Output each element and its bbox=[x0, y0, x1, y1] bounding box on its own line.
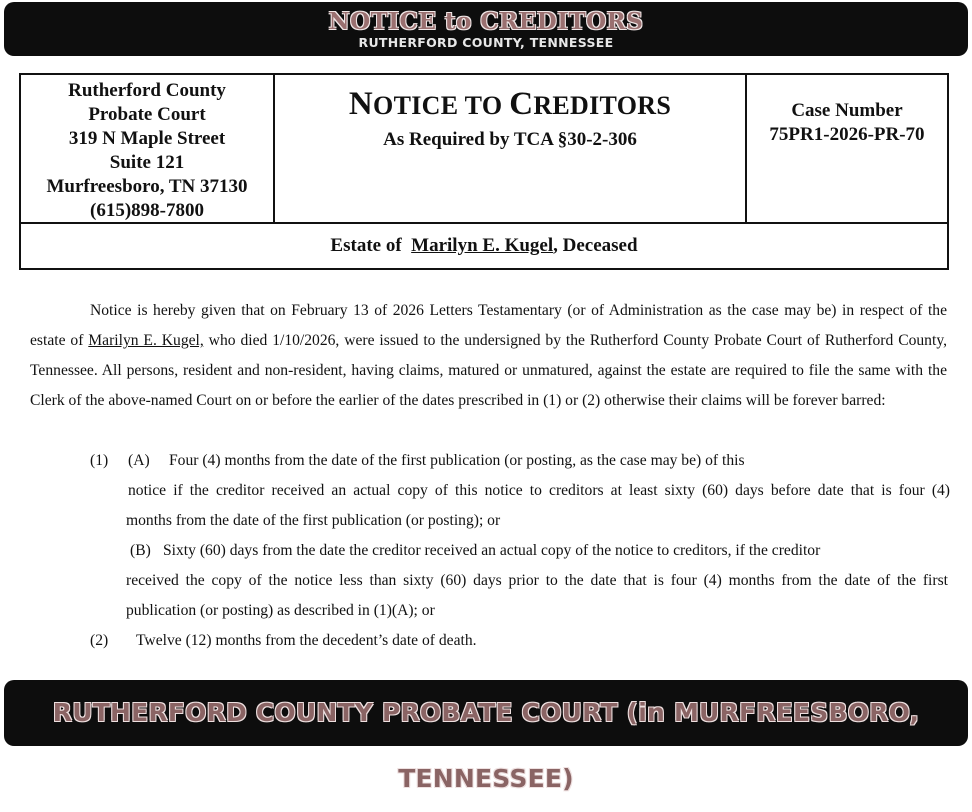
item-1b-line3: publication (or posting) as described in (1)(A); or bbox=[126, 602, 435, 619]
bottom-banner bbox=[4, 680, 968, 793]
item-2-number: (2) bbox=[90, 632, 109, 649]
estate-prefix: Estate of bbox=[330, 235, 402, 256]
case-number-cell bbox=[747, 75, 947, 222]
court-address-cell bbox=[21, 75, 275, 222]
case-number-label: Case Number bbox=[791, 100, 903, 121]
item-1b-line1: Sixty (60) days from the date the creditor received an actual copy of the notice to creditors, if the creditor bbox=[163, 542, 821, 559]
statute-reference: As Required by TCA §30-2-306 bbox=[383, 129, 637, 150]
notice-body bbox=[30, 296, 947, 416]
decedent-name: Marilyn E. Kugel bbox=[411, 235, 554, 256]
court-phone: (615)898-7800 bbox=[90, 200, 204, 221]
notice-header-table bbox=[19, 73, 949, 270]
estate-suffix: , Deceased bbox=[553, 235, 638, 256]
court-street: 319 N Maple Street bbox=[68, 128, 226, 149]
decedent-name-inline: Marilyn E. Kugel, bbox=[88, 332, 204, 349]
item-1a-line1: Four (4) months from the date of the first publication (or posting, as the case may be) of this bbox=[169, 452, 745, 469]
notice-paragraph: Notice is hereby given that on February 13 of 2026 Letters Testamentary (or of Administration as the case may be) in respect of the estate of Marilyn E. Kugel, who died 1/10/2026, were issued to the undersigned by the Rutherford County Probate Court of Rutherford County, Tennessee. All persons, resident and non-resident, having claims, matured or unmatured, against the estate are required to file the same with the Clerk of the above-named Court on or before the earlier of the dates prescribed in (1) or (2) otherwise their claims will be forever barred: bbox=[30, 302, 947, 409]
court-city: Murfreesboro, TN 37130 bbox=[46, 176, 248, 197]
court-suite: Suite 121 bbox=[109, 152, 185, 173]
item-1-number: (1) bbox=[90, 452, 109, 469]
court-division: Probate Court bbox=[88, 104, 206, 125]
item-1a-line2: notice if the creditor received an actual copy of this notice to creditors at least sixty (60) days before date that is four (4) bbox=[128, 482, 950, 499]
estate-row bbox=[21, 222, 947, 268]
top-banner bbox=[4, 2, 968, 56]
item-1a-line3: months from the date of the first publication (or posting); or bbox=[126, 512, 501, 529]
item-1b-label: (B) bbox=[130, 542, 151, 559]
item-1a-label: (A) bbox=[128, 452, 150, 469]
item-2-text: Twelve (12) months from the decedent’s date of death. bbox=[136, 632, 477, 649]
court-name: Rutherford County bbox=[68, 80, 226, 101]
banner-title: NOTICE to CREDITORS bbox=[328, 8, 644, 35]
item-1b-line2: received the copy of the notice less than sixty (60) days prior to the date that is four (4) months from the date of the first bbox=[126, 572, 948, 589]
bottom-banner-text: RUTHERFORD COUNTY PROBATE COURT (in MURFREESBORO, TENNESSEE) bbox=[52, 698, 920, 793]
notice-title: NOTICE TO CREDITORS bbox=[348, 86, 672, 122]
banner-subtitle: RUTHERFORD COUNTY, TENNESSEE bbox=[358, 35, 614, 50]
case-number-value: 75PR1-2026-PR-70 bbox=[769, 124, 925, 145]
title-cell bbox=[275, 75, 747, 222]
